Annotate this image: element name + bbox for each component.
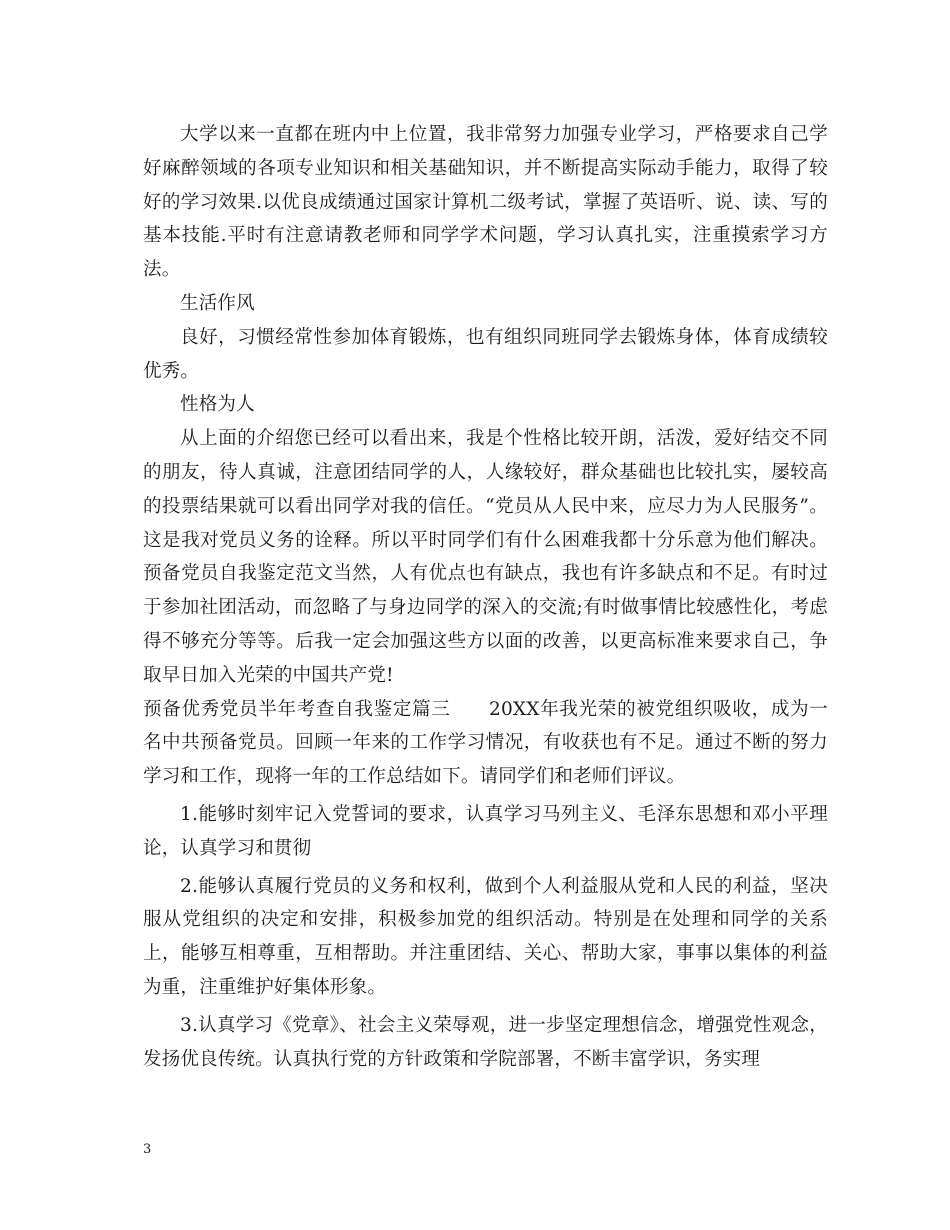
document-body [143, 118, 828, 1076]
heading-lifestyle: 生活作风 [180, 292, 255, 314]
paragraph-study: 大学以来一直都在班内中上位置，我非常努力加强专业学习，严格要求自己学好麻醉领域的各项专业知识和相关基础知识，并不断提高实际动手能力，取得了较好的学习效果.以优良成绩通过国家计算机二级考试，掌握了英语听、说、读、写的基本技能.平时有注意请教老师和同学学术问题，学习认真扎实，注重摸索学习方法。 [143, 124, 828, 281]
list-item-1: 1.能够时刻牢记入党誓词的要求，认真学习马列主义、毛泽东思想和邓小平理论，认真学习和贯彻 [143, 803, 828, 859]
list-item-3: 3.认真学习《党章》、社会主义荣辱观，进一步坚定理想信念，增强党性观念，发扬优良传统。认真执行党的方针政策和学院部署，不断丰富学识，务实理 [143, 1014, 828, 1070]
heading-personality: 性格为人 [180, 394, 255, 416]
page-number: 3 [143, 1142, 152, 1157]
paragraph-personality: 从上面的介绍您已经可以看出来，我是个性格比较开朗，活泼，爱好结交不同的朋友，待人真诚，注意团结同学的人，人缘较好，群众基础也比较扎实，屡较高的投票结果就可以看出同学对我的信任。“党员从人民中来，应尽力为人民服务”。这是我对党员义务的诠释。所以平时同学们有什么困难我都十分乐意为他们解决。预备党员自我鉴定范文当然，人有优点也有缺点，我也有许多缺点和不足。有时过于参加社团活动，而忽略了与身边同学的深入的交流;有时做事情比较感性化，考虑得不够充分等等。后我一定会加强这些方以面的改善，以更高标准来要求自己，争取早日加入光荣的中国共产党! [143, 428, 828, 686]
paragraph-lifestyle: 良好，习惯经常性参加体育锻炼，也有组织同班同学去锻炼身体，体育成绩较优秀。 [143, 326, 828, 382]
list-item-2: 2.能够认真履行党员的义务和权利，做到个人利益服从党和人民的利益，坚决服从党组织的决定和安排，积极参加党的组织活动。特别是在处理和同学的关系上，能够互相尊重，互相帮助。并注重团结、关心、帮助大家，事事以集体的利益为重，注重维护好集体形象。 [143, 875, 828, 998]
paragraph-part-three: 预备优秀党员半年考查自我鉴定篇三 20XX年我光荣的被党组织吸收，成为一名中共预备党员。回顾一年来的工作学习情况，有收获也有不足。通过不断的努力学习和工作，现将一年的工作总结如下。请同学们和老师们评议。 [143, 698, 828, 788]
